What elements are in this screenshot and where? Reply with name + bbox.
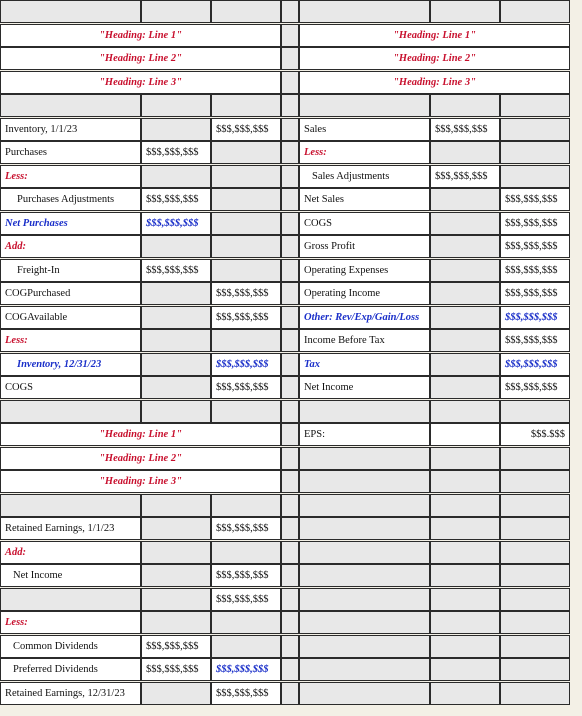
blank-cell[interactable] bbox=[430, 0, 500, 23]
re-add-label[interactable]: Add: bbox=[0, 541, 141, 564]
blank-cell[interactable] bbox=[141, 376, 211, 399]
blank-cell[interactable] bbox=[211, 0, 281, 23]
re-end-amount[interactable]: $$$,$$$,$$$ bbox=[211, 682, 281, 705]
income-before-tax-label[interactable]: Income Before Tax bbox=[299, 329, 430, 352]
blank-cell[interactable] bbox=[211, 541, 281, 564]
cogs-heading-line-3[interactable]: "Heading: Line 3" bbox=[0, 71, 281, 94]
separator-cell bbox=[281, 447, 299, 470]
blank-cell[interactable] bbox=[141, 329, 211, 352]
blank-cell[interactable] bbox=[0, 0, 141, 23]
separator-cell bbox=[281, 0, 299, 23]
is-heading-line-1[interactable]: "Heading: Line 1" bbox=[299, 24, 570, 47]
re-start-amount[interactable]: $$$,$$$,$$$ bbox=[211, 517, 281, 540]
blank-cell[interactable] bbox=[500, 611, 570, 634]
blank-cell[interactable] bbox=[430, 564, 500, 587]
tax-label[interactable]: Tax bbox=[299, 353, 430, 376]
cog-available-label[interactable]: COGAvailable bbox=[0, 306, 141, 329]
freight-in-label[interactable]: Freight-In bbox=[0, 259, 141, 282]
operating-income-label[interactable]: Operating Income bbox=[299, 282, 430, 305]
blank-cell[interactable] bbox=[0, 588, 141, 611]
blank-cell[interactable] bbox=[141, 564, 211, 587]
blank-cell[interactable] bbox=[211, 400, 281, 423]
blank-cell[interactable] bbox=[500, 564, 570, 587]
blank-cell[interactable] bbox=[299, 541, 430, 564]
separator-cell bbox=[281, 588, 299, 611]
blank-cell[interactable] bbox=[211, 94, 281, 117]
separator-cell bbox=[281, 306, 299, 329]
separator-cell bbox=[281, 376, 299, 399]
gross-profit-amount[interactable]: $$$,$$$,$$$ bbox=[500, 235, 570, 258]
inventory-end-label[interactable]: Inventory, 12/31/23 bbox=[0, 353, 141, 376]
blank-cell[interactable] bbox=[211, 259, 281, 282]
eps-amount[interactable]: $$$.$$$ bbox=[500, 423, 570, 446]
blank-cell[interactable] bbox=[299, 447, 430, 470]
cogs-heading-line-1[interactable]: "Heading: Line 1" bbox=[0, 24, 281, 47]
other-rev-exp-amount[interactable]: $$$,$$$,$$$ bbox=[500, 306, 570, 329]
blank-cell[interactable] bbox=[299, 658, 430, 681]
blank-cell[interactable] bbox=[141, 353, 211, 376]
separator-cell bbox=[281, 71, 299, 94]
blank-cell[interactable] bbox=[500, 400, 570, 423]
blank-cell[interactable] bbox=[141, 235, 211, 258]
cogs-add-label[interactable]: Add: bbox=[0, 235, 141, 258]
separator-cell bbox=[281, 188, 299, 211]
separator-cell bbox=[281, 470, 299, 493]
blank-cell[interactable] bbox=[430, 282, 500, 305]
blank-cell[interactable] bbox=[430, 259, 500, 282]
re-heading-line-1[interactable]: "Heading: Line 1" bbox=[0, 423, 281, 446]
inventory-end-amount[interactable]: $$$,$$$,$$$ bbox=[211, 353, 281, 376]
separator-cell bbox=[281, 282, 299, 305]
total-dividends-amount[interactable]: $$$,$$$,$$$ bbox=[211, 658, 281, 681]
separator-cell bbox=[281, 235, 299, 258]
blank-cell[interactable] bbox=[430, 353, 500, 376]
net-income-label[interactable]: Net Income bbox=[299, 376, 430, 399]
preferred-dividends-label[interactable]: Preferred Dividends bbox=[0, 658, 141, 681]
re-less-label[interactable]: Less: bbox=[0, 611, 141, 634]
blank-cell[interactable] bbox=[430, 588, 500, 611]
sales-amount[interactable]: $$$,$$$,$$$ bbox=[430, 118, 500, 141]
blank-cell[interactable] bbox=[211, 611, 281, 634]
blank-cell[interactable] bbox=[430, 611, 500, 634]
blank-cell[interactable] bbox=[141, 682, 211, 705]
separator-cell bbox=[281, 353, 299, 376]
blank-cell[interactable] bbox=[299, 611, 430, 634]
blank-cell[interactable] bbox=[141, 165, 211, 188]
income-before-tax-amount[interactable]: $$$,$$$,$$$ bbox=[500, 329, 570, 352]
blank-cell[interactable] bbox=[299, 635, 430, 658]
blank-cell[interactable] bbox=[299, 0, 430, 23]
separator-cell bbox=[281, 259, 299, 282]
blank-cell[interactable] bbox=[0, 494, 141, 517]
is-cogs-label[interactable]: COGS bbox=[299, 212, 430, 235]
blank-cell[interactable] bbox=[141, 282, 211, 305]
blank-cell[interactable] bbox=[430, 306, 500, 329]
blank-cell[interactable] bbox=[430, 635, 500, 658]
blank-cell[interactable] bbox=[430, 517, 500, 540]
eps-label[interactable]: EPS: bbox=[299, 423, 430, 446]
other-rev-exp-label[interactable]: Other: Rev/Exp/Gain/Loss bbox=[299, 306, 430, 329]
separator-cell bbox=[281, 541, 299, 564]
separator-cell bbox=[281, 118, 299, 141]
blank-cell[interactable] bbox=[430, 94, 500, 117]
blank-cell[interactable] bbox=[141, 306, 211, 329]
re-end-label[interactable]: Retained Earnings, 12/31/23 bbox=[0, 682, 141, 705]
blank-cell[interactable] bbox=[430, 329, 500, 352]
re-subtotal-amount[interactable]: $$$,$$$,$$$ bbox=[211, 588, 281, 611]
purchases-label[interactable]: Purchases bbox=[0, 141, 141, 164]
blank-cell[interactable] bbox=[211, 141, 281, 164]
net-sales-label[interactable]: Net Sales bbox=[299, 188, 430, 211]
blank-cell[interactable] bbox=[500, 635, 570, 658]
blank-cell[interactable] bbox=[299, 517, 430, 540]
operating-income-amount[interactable]: $$$,$$$,$$$ bbox=[500, 282, 570, 305]
separator-cell bbox=[281, 400, 299, 423]
re-start-label[interactable]: Retained Earnings, 1/1/23 bbox=[0, 517, 141, 540]
blank-cell[interactable] bbox=[430, 235, 500, 258]
separator-cell bbox=[281, 611, 299, 634]
separator-cell bbox=[281, 658, 299, 681]
net-sales-amount[interactable]: $$$,$$$,$$$ bbox=[500, 188, 570, 211]
blank-cell[interactable] bbox=[500, 165, 570, 188]
inventory-start-amount[interactable]: $$$,$$$,$$$ bbox=[211, 118, 281, 141]
gross-profit-label[interactable]: Gross Profit bbox=[299, 235, 430, 258]
sales-label[interactable]: Sales bbox=[299, 118, 430, 141]
cogs-heading-line-2[interactable]: "Heading: Line 2" bbox=[0, 47, 281, 70]
separator-cell bbox=[281, 47, 299, 70]
blank-cell[interactable] bbox=[430, 447, 500, 470]
is-heading-line-2[interactable]: "Heading: Line 2" bbox=[299, 47, 570, 70]
common-dividends-label[interactable]: Common Dividends bbox=[0, 635, 141, 658]
blank-cell[interactable] bbox=[430, 212, 500, 235]
re-net-income-label[interactable]: Net Income bbox=[0, 564, 141, 587]
blank-cell[interactable] bbox=[430, 494, 500, 517]
sales-adjustments-amount[interactable]: $$$,$$$,$$$ bbox=[430, 165, 500, 188]
is-less-label[interactable]: Less: bbox=[299, 141, 430, 164]
operating-expenses-amount[interactable]: $$$,$$$,$$$ bbox=[500, 259, 570, 282]
purchases-adjustments-amount[interactable]: $$$,$$$,$$$ bbox=[141, 188, 211, 211]
blank-cell[interactable] bbox=[500, 588, 570, 611]
cogs-amount[interactable]: $$$,$$$,$$$ bbox=[211, 376, 281, 399]
blank-cell[interactable] bbox=[141, 541, 211, 564]
net-income-amount[interactable]: $$$,$$$,$$$ bbox=[500, 376, 570, 399]
blank-cell[interactable] bbox=[141, 494, 211, 517]
blank-cell[interactable] bbox=[211, 188, 281, 211]
separator-cell bbox=[281, 24, 299, 47]
re-net-income-amount[interactable]: $$$,$$$,$$$ bbox=[211, 564, 281, 587]
blank-cell[interactable] bbox=[500, 0, 570, 23]
re-heading-line-3[interactable]: "Heading: Line 3" bbox=[0, 470, 281, 493]
blank-cell[interactable] bbox=[211, 635, 281, 658]
cog-purchased-amount[interactable]: $$$,$$$,$$$ bbox=[211, 282, 281, 305]
blank-cell[interactable] bbox=[500, 470, 570, 493]
blank-cell[interactable] bbox=[430, 470, 500, 493]
blank-cell[interactable] bbox=[299, 682, 430, 705]
blank-cell[interactable] bbox=[141, 588, 211, 611]
blank-cell[interactable] bbox=[430, 400, 500, 423]
separator-cell bbox=[281, 494, 299, 517]
blank-cell[interactable] bbox=[141, 400, 211, 423]
blank-cell[interactable] bbox=[141, 94, 211, 117]
cog-available-amount[interactable]: $$$,$$$,$$$ bbox=[211, 306, 281, 329]
blank-cell[interactable] bbox=[430, 376, 500, 399]
blank-cell[interactable] bbox=[299, 400, 430, 423]
inventory-start-label[interactable]: Inventory, 1/1/23 bbox=[0, 118, 141, 141]
separator-cell bbox=[281, 212, 299, 235]
separator-cell bbox=[281, 141, 299, 164]
cogs-less-label[interactable]: Less: bbox=[0, 165, 141, 188]
blank-cell[interactable] bbox=[430, 682, 500, 705]
net-purchases-amount[interactable]: $$$,$$$,$$$ bbox=[141, 212, 211, 235]
blank-cell[interactable] bbox=[0, 94, 141, 117]
purchases-amount[interactable]: $$$,$$$,$$$ bbox=[141, 141, 211, 164]
purchases-adjustments-label[interactable]: Purchases Adjustments bbox=[0, 188, 141, 211]
blank-cell[interactable] bbox=[211, 494, 281, 517]
blank-cell[interactable] bbox=[500, 447, 570, 470]
blank-cell[interactable] bbox=[500, 494, 570, 517]
blank-cell[interactable] bbox=[0, 400, 141, 423]
separator-cell bbox=[281, 165, 299, 188]
blank-cell[interactable] bbox=[141, 611, 211, 634]
re-heading-line-2[interactable]: "Heading: Line 2" bbox=[0, 447, 281, 470]
separator-cell bbox=[281, 94, 299, 117]
blank-cell[interactable] bbox=[141, 517, 211, 540]
blank-cell[interactable] bbox=[500, 682, 570, 705]
operating-expenses-label[interactable]: Operating Expenses bbox=[299, 259, 430, 282]
blank-cell[interactable] bbox=[211, 329, 281, 352]
blank-cell[interactable] bbox=[299, 494, 430, 517]
blank-cell[interactable] bbox=[211, 165, 281, 188]
blank-cell[interactable] bbox=[430, 541, 500, 564]
blank-cell[interactable] bbox=[500, 658, 570, 681]
freight-in-amount[interactable]: $$$,$$$,$$$ bbox=[141, 259, 211, 282]
common-dividends-amount[interactable]: $$$,$$$,$$$ bbox=[141, 635, 211, 658]
separator-cell bbox=[281, 635, 299, 658]
blank-cell[interactable] bbox=[211, 212, 281, 235]
blank-cell[interactable] bbox=[430, 423, 500, 446]
separator-cell bbox=[281, 329, 299, 352]
blank-cell[interactable] bbox=[500, 94, 570, 117]
separator-cell bbox=[281, 517, 299, 540]
blank-cell[interactable] bbox=[430, 141, 500, 164]
blank-cell[interactable] bbox=[141, 0, 211, 23]
blank-cell[interactable] bbox=[141, 118, 211, 141]
cogs-less-2-label[interactable]: Less: bbox=[0, 329, 141, 352]
blank-cell[interactable] bbox=[500, 517, 570, 540]
cog-purchased-label[interactable]: COGPurchased bbox=[0, 282, 141, 305]
cogs-label[interactable]: COGS bbox=[0, 376, 141, 399]
separator-cell bbox=[281, 564, 299, 587]
blank-cell[interactable] bbox=[299, 588, 430, 611]
tax-amount[interactable]: $$$,$$$,$$$ bbox=[500, 353, 570, 376]
separator-cell bbox=[281, 682, 299, 705]
blank-cell[interactable] bbox=[500, 141, 570, 164]
blank-cell[interactable] bbox=[299, 564, 430, 587]
preferred-dividends-amount[interactable]: $$$,$$$,$$$ bbox=[141, 658, 211, 681]
is-cogs-amount[interactable]: $$$,$$$,$$$ bbox=[500, 212, 570, 235]
net-purchases-label[interactable]: Net Purchases bbox=[0, 212, 141, 235]
blank-cell[interactable] bbox=[430, 658, 500, 681]
blank-cell[interactable] bbox=[430, 188, 500, 211]
separator-cell bbox=[281, 423, 299, 446]
blank-cell[interactable] bbox=[299, 94, 430, 117]
blank-cell[interactable] bbox=[500, 118, 570, 141]
blank-cell[interactable] bbox=[500, 541, 570, 564]
blank-cell[interactable] bbox=[299, 470, 430, 493]
sales-adjustments-label[interactable]: Sales Adjustments bbox=[299, 165, 430, 188]
is-heading-line-3[interactable]: "Heading: Line 3" bbox=[299, 71, 570, 94]
blank-cell[interactable] bbox=[211, 235, 281, 258]
